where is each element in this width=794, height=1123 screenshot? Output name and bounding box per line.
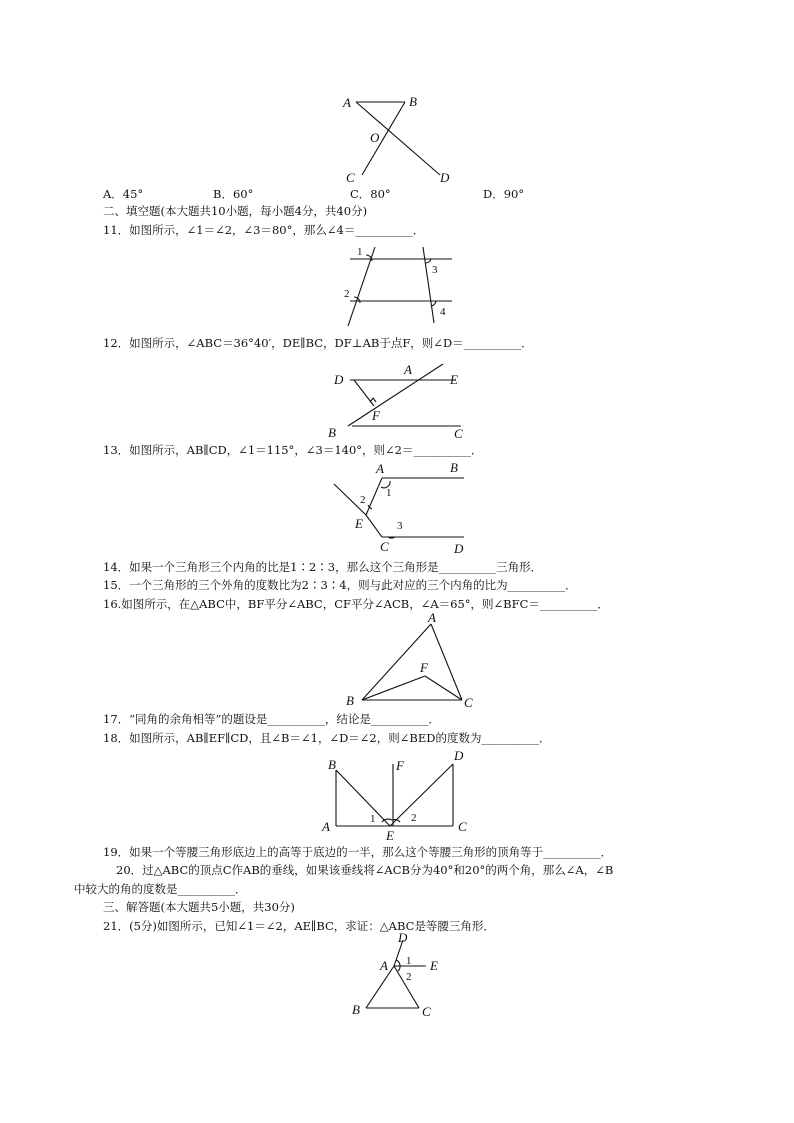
label-A: A — [380, 958, 388, 973]
label-A: A — [404, 362, 412, 377]
label-B: B — [450, 460, 458, 475]
label-F: F — [372, 408, 380, 423]
option-b: B．60° — [213, 187, 254, 201]
label-4: 4 — [440, 306, 446, 318]
label-D: D — [440, 170, 450, 185]
label-3: 3 — [397, 520, 403, 532]
label-2: 2 — [360, 494, 366, 506]
figure-q12 — [328, 360, 478, 442]
label-B: B — [346, 693, 354, 708]
label-D: D — [334, 372, 344, 387]
label-A: A — [343, 95, 351, 110]
question-15: 15．一个三角形的三个外角的度数比为2∶3∶4，则与此对应的三个内角的比为__________． — [103, 578, 577, 592]
option-a: A．45° — [103, 187, 144, 201]
label-C: C — [464, 695, 473, 710]
question-17: 17．“同角的余角相等”的题设是__________，结论是__________． — [103, 712, 440, 726]
label-C: C — [346, 170, 355, 185]
label-B: B — [328, 757, 336, 772]
label-2: 2 — [344, 288, 350, 300]
figure-q18 — [320, 748, 480, 843]
figure-q13 — [326, 457, 476, 555]
label-E: E — [386, 828, 394, 843]
figure-q21 — [346, 930, 456, 1022]
label-C: C — [454, 426, 463, 441]
label-F: F — [420, 660, 428, 675]
figure-q16 — [340, 610, 480, 710]
label-D: D — [398, 930, 408, 945]
question-20-line1: 20．过△ABC的顶点C作AB的垂线，如果该垂线将∠ACB分为40°和20°的两个角，那么∠A，∠B — [116, 863, 614, 877]
label-E: E — [430, 958, 438, 973]
option-c: C．80° — [350, 187, 391, 201]
option-d: D．90° — [483, 187, 525, 201]
label-C: C — [380, 539, 389, 554]
label-E: E — [355, 516, 363, 531]
label-1: 1 — [370, 813, 376, 825]
section-fill-in-heading: 二、填空题(本大题共10小题，每小题4分，共40分) — [103, 204, 368, 218]
label-D: D — [454, 541, 464, 556]
question-12: 12．如图所示，∠ABC＝36°40′，DE∥BC，DF⊥AB于点F，则∠D＝__________． — [103, 336, 533, 350]
label-3: 3 — [432, 264, 438, 276]
label-C: C — [422, 1004, 431, 1019]
question-13: 13．如图所示，AB∥CD，∠1＝115°，∠3＝140°，则∠2＝__________． — [103, 443, 483, 457]
question-21: 21．(5分)如图所示，已知∠1＝∠2，AE∥BC，求证：△ABC是等腰三角形． — [103, 919, 495, 933]
question-16: 16.如图所示，在△ABC中，BF平分∠ABC，CF平分∠ACB，∠A＝65°，则∠BFC＝__________． — [103, 597, 609, 611]
question-19: 19．如果一个等腰三角形底边上的高等于底边的一半，那么这个等腰三角形的顶角等于__________． — [103, 845, 613, 859]
label-B: B — [352, 1002, 360, 1017]
section-answer-heading: 三、解答题(本大题共5小题，共30分) — [103, 900, 295, 914]
question-14: 14．如果一个三角形三个内角的比是1∶2∶3，那么这个三角形是__________三角形． — [103, 560, 543, 574]
label-A: A — [322, 819, 330, 834]
label-O: O — [370, 130, 380, 145]
label-2: 2 — [406, 971, 412, 983]
label-D: D — [454, 748, 464, 763]
question-20-line2: 中较大的角的度数是__________． — [74, 882, 247, 896]
label-B: B — [409, 94, 417, 109]
label-1: 1 — [357, 246, 363, 258]
label-A: A — [376, 461, 384, 476]
label-A: A — [428, 610, 436, 625]
label-2: 2 — [411, 812, 417, 824]
figure-hourglass — [340, 92, 460, 184]
question-11: 11．如图所示，∠1＝∠2，∠3＝80°，那么∠4＝__________． — [103, 223, 425, 237]
label-C: C — [458, 819, 467, 834]
label-1: 1 — [406, 955, 412, 967]
label-E: E — [450, 372, 458, 387]
figure-q11 — [330, 243, 460, 328]
label-F: F — [396, 758, 404, 773]
label-1: 1 — [386, 487, 392, 499]
question-18: 18．如图所示，AB∥EF∥CD，且∠B＝∠1，∠D＝∠2，则∠BED的度数为__________． — [103, 731, 551, 745]
label-B: B — [328, 425, 336, 440]
